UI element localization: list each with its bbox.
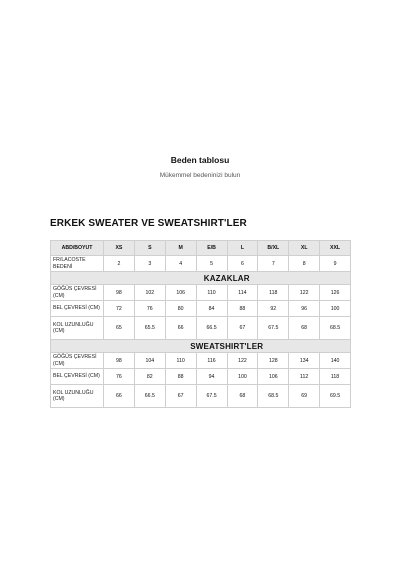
table-cell: 67	[227, 317, 258, 340]
table-header-row	[51, 241, 351, 256]
table-cell: 8	[289, 256, 320, 272]
table-cell: 84	[196, 301, 227, 317]
table-cell: 134	[289, 353, 320, 369]
table-cell: 80	[165, 301, 196, 317]
page-title: Beden tablosu	[170, 155, 230, 165]
table-row-fr-lacoste-size	[51, 256, 351, 272]
table-cell: 7	[258, 256, 289, 272]
table-cell: 110	[165, 353, 196, 369]
column-header-m: M	[165, 241, 196, 256]
table-cell: 65	[104, 317, 135, 340]
table-cell: 104	[134, 353, 165, 369]
column-header-xxl: XXL	[320, 241, 351, 256]
table-cell: 67.5	[258, 317, 289, 340]
table-cell: 96	[289, 301, 320, 317]
column-header-s: S	[134, 241, 165, 256]
table-cell: 67	[165, 385, 196, 408]
column-header-xs: XS	[104, 241, 135, 256]
table-row	[51, 317, 351, 340]
table-cell: 116	[196, 353, 227, 369]
table-cell: 66.5	[134, 385, 165, 408]
table-row	[51, 301, 351, 317]
section-header-sweatshirtler	[51, 340, 351, 353]
row-label: BEL ÇEVRESİ (CM)	[51, 369, 104, 385]
table-cell: 3	[134, 256, 165, 272]
table-cell: 100	[227, 369, 258, 385]
table-cell: 122	[289, 285, 320, 301]
table-cell: 118	[320, 369, 351, 385]
table-cell: 98	[104, 353, 135, 369]
table-row	[51, 369, 351, 385]
section-header-pad	[51, 340, 104, 353]
table-row	[51, 285, 351, 301]
table-cell: 82	[134, 369, 165, 385]
table-cell: 9	[320, 256, 351, 272]
table-cell: 69	[289, 385, 320, 408]
table-cell: 92	[258, 301, 289, 317]
column-header-label: ABD/BOYUT	[51, 241, 104, 256]
table-cell: 68.5	[258, 385, 289, 408]
table-cell: 68	[289, 317, 320, 340]
table-cell: 106	[258, 369, 289, 385]
section-header-pad	[51, 272, 104, 285]
table-cell: 68	[227, 385, 258, 408]
table-cell: 5	[196, 256, 227, 272]
page-subtitle: Mükemmel bedeninizi bulun	[159, 172, 241, 179]
table-cell: 4	[165, 256, 196, 272]
table-cell: 66	[104, 385, 135, 408]
row-label: KOL UZUNLUĞU (CM)	[51, 385, 104, 408]
table-cell: 106	[165, 285, 196, 301]
row-label: GÖĞÜS ÇEVRESİ (CM)	[51, 285, 104, 301]
table-cell: 100	[320, 301, 351, 317]
table-cell: 122	[227, 353, 258, 369]
table-cell: 76	[134, 301, 165, 317]
table-cell: 102	[134, 285, 165, 301]
column-header-bxl: B/XL	[258, 241, 289, 256]
table-cell: 98	[104, 285, 135, 301]
table-cell: 76	[104, 369, 135, 385]
table-cell: 65.5	[134, 317, 165, 340]
table-cell: 114	[227, 285, 258, 301]
table-cell: 69.5	[320, 385, 351, 408]
column-header-xl: XL	[289, 241, 320, 256]
table-cell: 6	[227, 256, 258, 272]
table-cell: 126	[320, 285, 351, 301]
table-cell: 118	[258, 285, 289, 301]
table-cell: 88	[227, 301, 258, 317]
column-header-eb: E/B	[196, 241, 227, 256]
table-row	[51, 353, 351, 369]
table-cell: 66	[165, 317, 196, 340]
table-cell: 67.5	[196, 385, 227, 408]
table-cell: 128	[258, 353, 289, 369]
table-cell: 66.5	[196, 317, 227, 340]
table-cell: 68.5	[320, 317, 351, 340]
section-header-label: SWEATSHIRT'LER	[104, 340, 351, 353]
size-table	[50, 240, 351, 408]
table-cell: 110	[196, 285, 227, 301]
row-label: FR/LACOSTE BEDENİ	[51, 256, 104, 272]
column-header-l: L	[227, 241, 258, 256]
section-header-label: KAZAKLAR	[104, 272, 351, 285]
row-label: GÖĞÜS ÇEVRESİ (CM)	[51, 353, 104, 369]
table-cell: 140	[320, 353, 351, 369]
table-cell: 2	[104, 256, 135, 272]
table-cell: 94	[196, 369, 227, 385]
table-cell: 72	[104, 301, 135, 317]
table-row	[51, 385, 351, 408]
section-header-kazaklar	[51, 272, 351, 285]
table-cell: 112	[289, 369, 320, 385]
row-label: KOL UZUNLUĞU (CM)	[51, 317, 104, 340]
row-label: BEL ÇEVRESİ (CM)	[51, 301, 104, 317]
size-table-title: ERKEK SWEATER VE SWEATSHIRT'LER	[50, 218, 247, 229]
table-cell: 88	[165, 369, 196, 385]
